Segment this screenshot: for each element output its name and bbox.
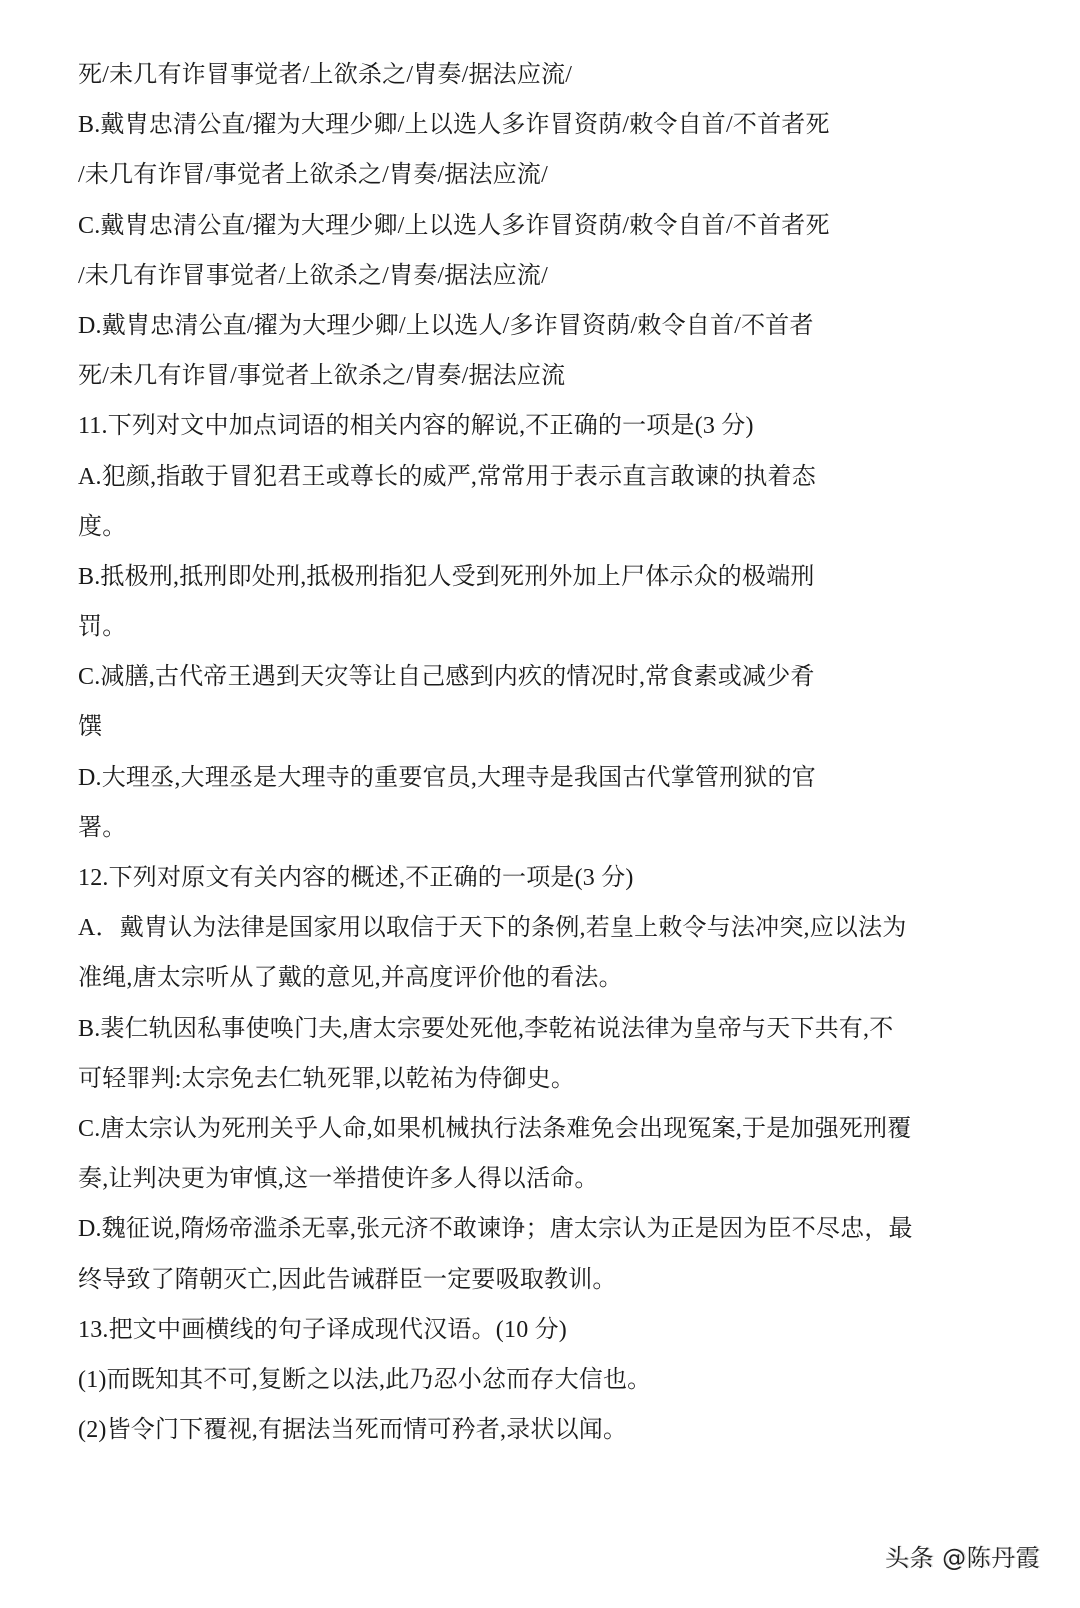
q11-option-b: B.抵极刑,抵刑即处刑,抵极刑指犯人受到死刑外加上尸体示众的极端刑 <box>78 563 815 590</box>
q10-option-b-cont: /未几有诈冒/事觉者上欲杀之/胄奏/据法应流/ <box>78 162 548 189</box>
q13-prompt: 13.把文中画横线的句子译成现代汉语。(10 分) <box>78 1316 567 1343</box>
q11-option-a: A.犯颜,指敢于冒犯君王或尊长的威严,常常用于表示直言敢谏的执着态 <box>78 463 816 490</box>
q12-option-c-cont: 奏,让判决更为审慎,这一举措使许多人得以活命。 <box>78 1166 599 1193</box>
q12-option-d-cont: 终导致了隋朝灭亡,因此告诫群臣一定要吸取教训。 <box>78 1266 617 1293</box>
q12-option-a-cont: 准绳,唐太宗听从了戴的意见,并高度评价他的看法。 <box>78 965 623 992</box>
q10-option-c-cont: /未几有诈冒事觉者/上欲杀之/胄奏/据法应流/ <box>78 262 548 289</box>
q10-option-d: D.戴胄忠清公直/擢为大理少卿/上以选人/多诈冒资荫/敕令自首/不首者 <box>78 312 814 339</box>
q12-prompt: 12.下列对原文有关内容的概述,不正确的一项是(3 分) <box>78 865 634 891</box>
q11-option-b-cont: 罚。 <box>78 614 127 641</box>
q10-option-b: B.戴胄忠清公直/擢为大理少卿/上以选人多诈冒资荫/敕令自首/不首者死 <box>78 112 830 139</box>
q13-sentence-2: (2)皆令门下覆视,有据法当死而情可矜者,录状以闻。 <box>78 1417 628 1444</box>
q13-sentence-1: (1)而既知其不可,复断之以法,此乃忍小忿而存大信也。 <box>78 1366 652 1393</box>
q10-option-c: C.戴胄忠清公直/擢为大理少卿/上以选人多诈冒资荫/敕令自首/不首者死 <box>78 212 830 239</box>
q12-option-b-cont: 可轻罪判:太宗免去仁轨死罪,以乾祐为侍御史。 <box>78 1065 576 1092</box>
q12-option-b: B.裴仁轨因私事使唤门夫,唐太宗要处死他,李乾祐说法律为皇帝与天下共有,不 <box>78 1015 894 1042</box>
q10-option-d-cont: 死/未几有诈冒/事觉者上欲杀之/胄奏/据法应流 <box>78 363 566 390</box>
q11-prompt: 11.下列对文中加点词语的相关内容的解说,不正确的一项是(3 分) <box>78 413 754 440</box>
q11-option-d: D.大理丞,大理丞是大理寺的重要官员,大理寺是我国古代掌管刑狱的官 <box>78 764 816 791</box>
q11-option-d-cont: 署。 <box>78 814 127 841</box>
q12-option-d: D.魏征说,隋炀帝滥杀无辜,张元济不敢谏诤；唐太宗认为正是因为臣不尽忠，最 <box>78 1216 913 1243</box>
document-page <box>78 50 978 1455</box>
q11-option-a-cont: 度。 <box>78 513 127 540</box>
watermark: 头条 @陈丹霞 <box>885 1544 1041 1572</box>
q12-option-a: A．戴胄认为法律是国家用以取信于天下的条例,若皇上敕令与法冲突,应以法为 <box>78 915 907 942</box>
q12-option-c: C.唐太宗认为死刑关乎人命,如果机械执行法条难免会出现冤案,于是加强死刑覆 <box>78 1115 912 1142</box>
q11-option-c: C.减膳,古代帝王遇到天灾等让自己感到内疚的情况时,常食素或减少肴 <box>78 664 815 691</box>
q11-option-c-cont: 馔 <box>78 714 103 741</box>
option-9b-continued: 死/未几有诈冒事觉者/上欲杀之/胄奏/据法应流/ <box>78 62 573 88</box>
